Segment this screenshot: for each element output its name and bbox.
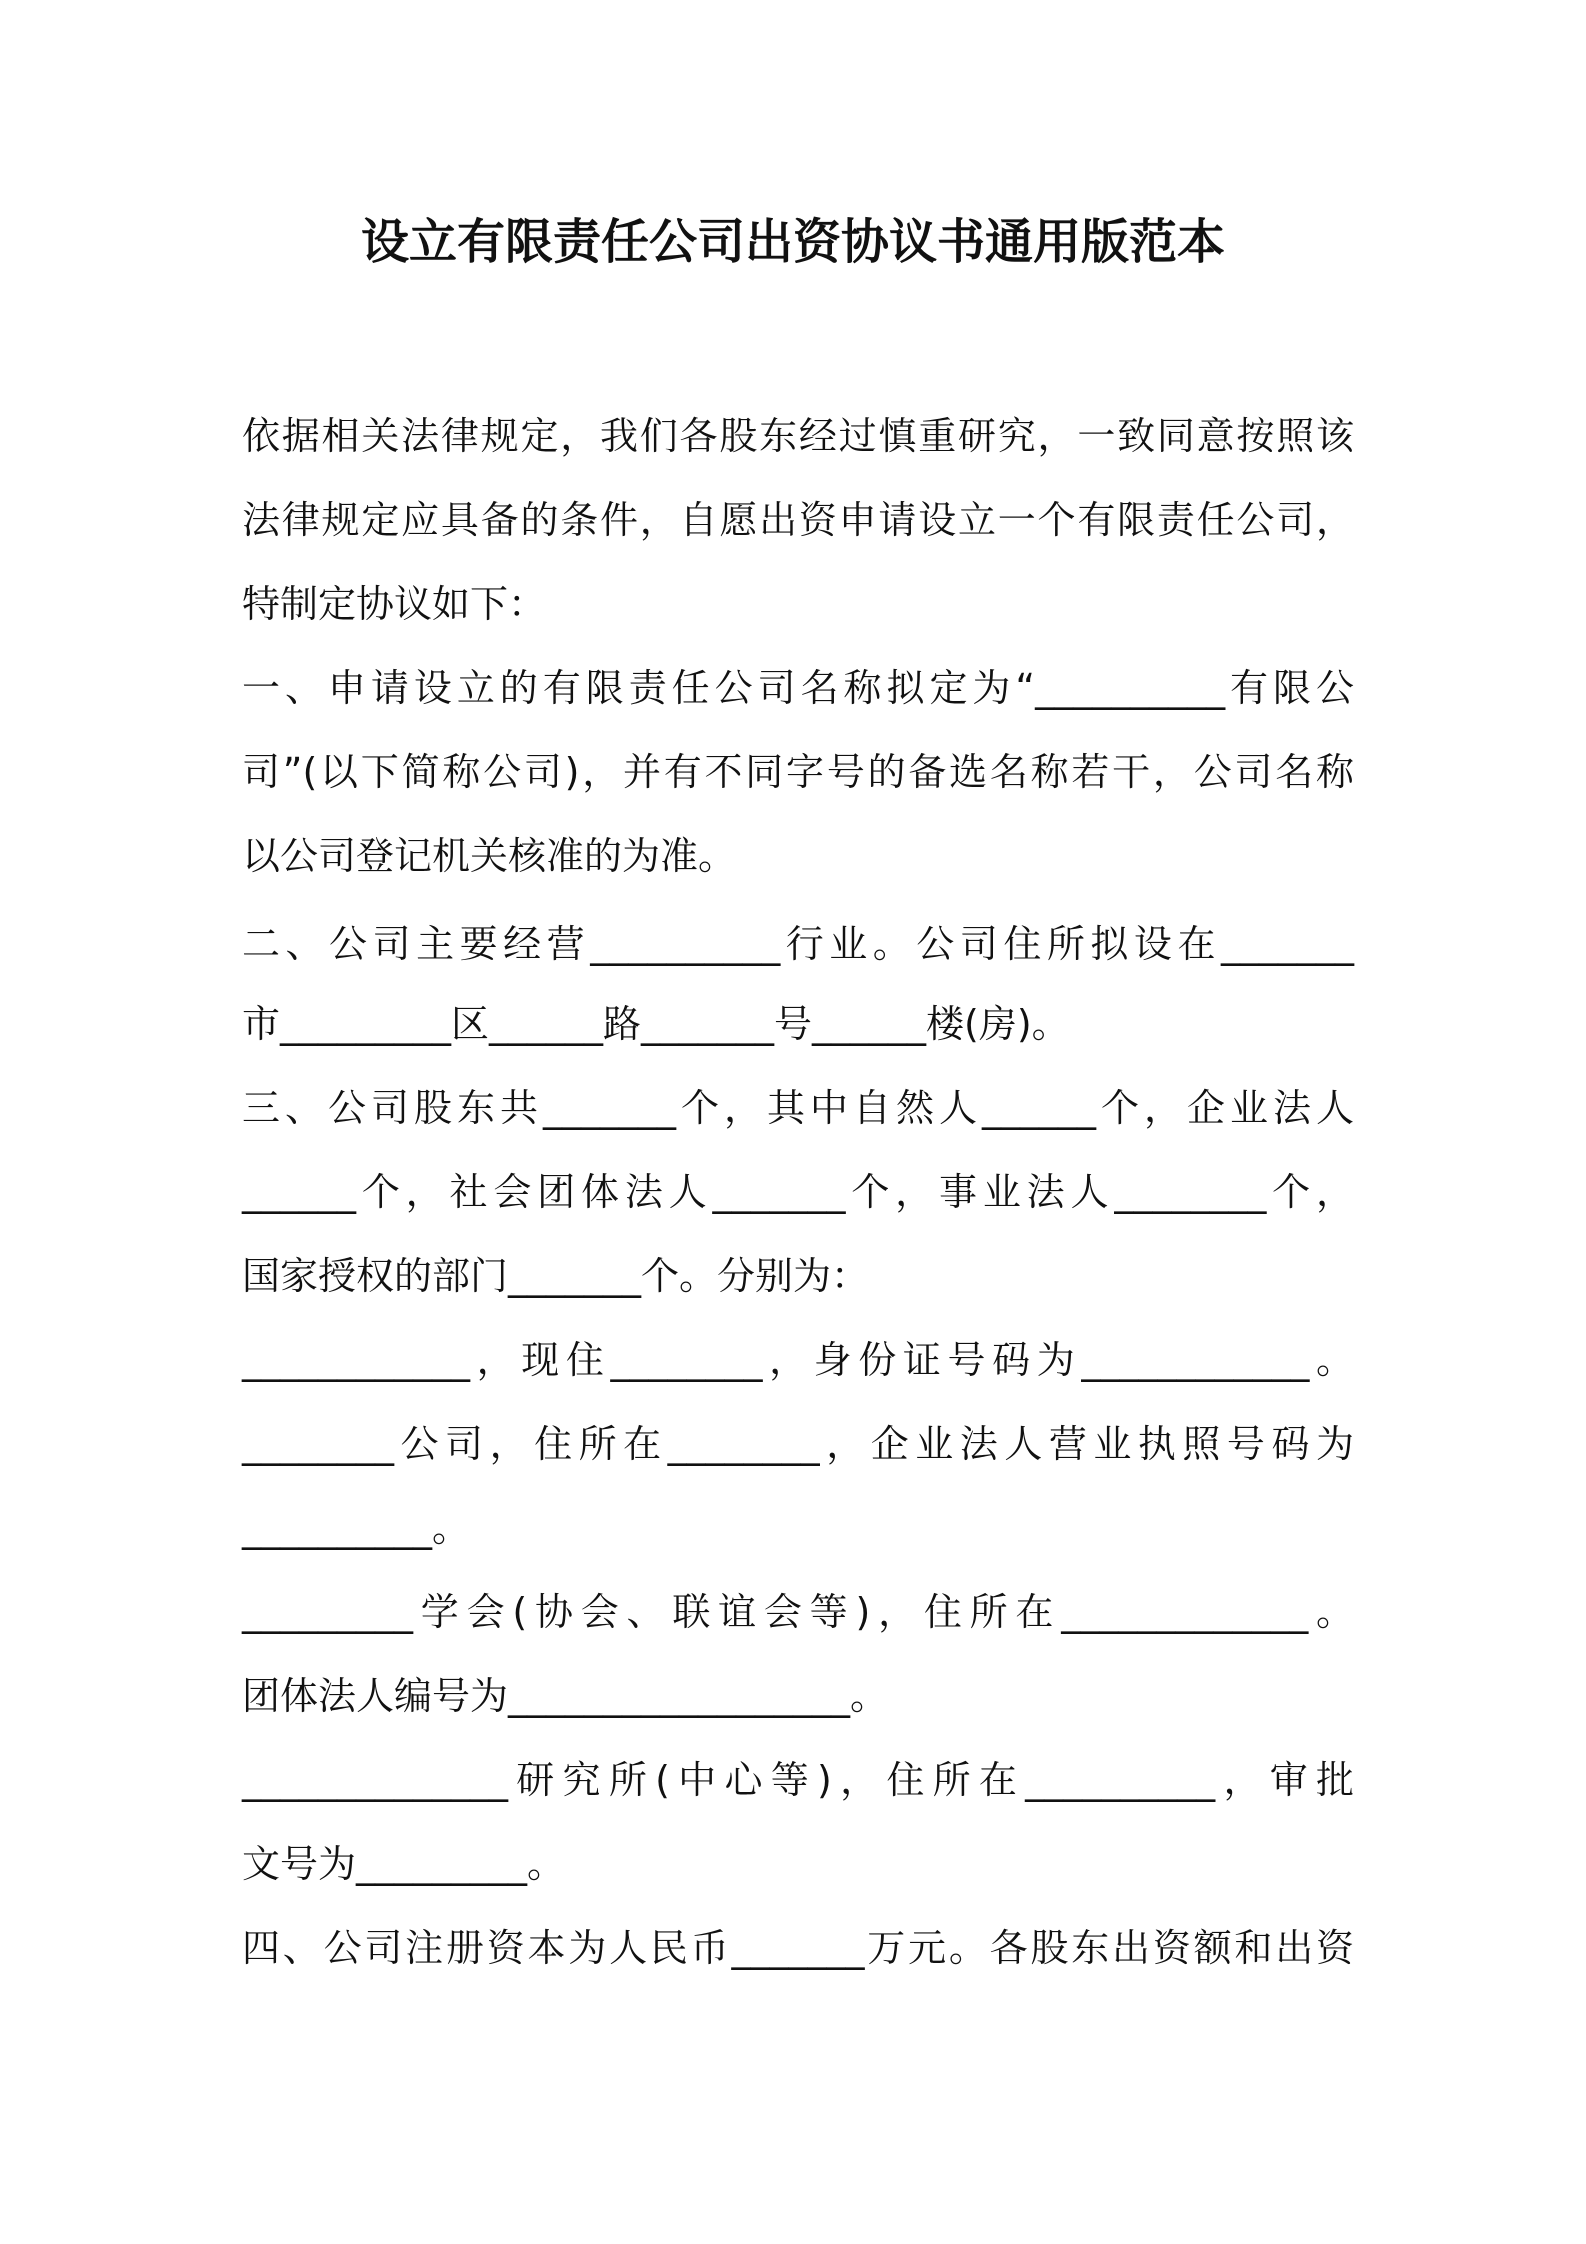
clause-2-line: 市_________区______路_______号______楼(房)。 (242, 1002, 1070, 1046)
clause-3-line: 三、公司股东共_______个，其中自然人______个，企业法人 (242, 1086, 1354, 1130)
paragraph-line: 法律规定应具备的条件，自愿出资申请设立一个有限责任公司， (242, 498, 1354, 542)
clause-4-line: 四、公司注册资本为人民币_______万元。各股东出资额和出资 (242, 1926, 1354, 1970)
document-title: 设立有限责任公司出资协议书通用版范本 (360, 214, 1225, 270)
shareholder-line: 团体法人编号为__________________。 (242, 1674, 889, 1718)
clause-3-line: ______个，社会团体法人_______个，事业法人________个， (242, 1170, 1354, 1214)
clause-1-line: 司”(以下简称公司)，并有不同字号的备选名称若干，公司名称 (242, 750, 1354, 794)
paragraph-line: 特制定协议如下： (242, 582, 547, 626)
shareholder-line: ________公司，住所在________，企业法人营业执照号码为 (242, 1422, 1354, 1466)
shareholder-line: ____________，现住________，身份证号码为____________。 (242, 1338, 1354, 1382)
clause-3-line: 国家授权的部门_______个。分别为： (242, 1254, 870, 1298)
shareholder-line: 文号为_________。 (242, 1842, 566, 1886)
clause-2-line: 二、公司主要经营__________行业。公司住所拟设在_______ (242, 922, 1354, 966)
shareholder-line: _________学会(协会、联谊会等)，住所在_____________。 (242, 1590, 1354, 1634)
paragraph-line: 依据相关法律规定，我们各股东经过慎重研究，一致同意按照该 (242, 414, 1354, 458)
clause-1-line: 以公司登记机关核准的为准。 (242, 834, 737, 878)
clause-1-line: 一、申请设立的有限责任公司名称拟定为“__________有限公 (242, 666, 1354, 710)
shareholder-line: ______________研究所(中心等)，住所在__________，审批 (242, 1758, 1354, 1802)
shareholder-line: __________。 (242, 1506, 471, 1550)
